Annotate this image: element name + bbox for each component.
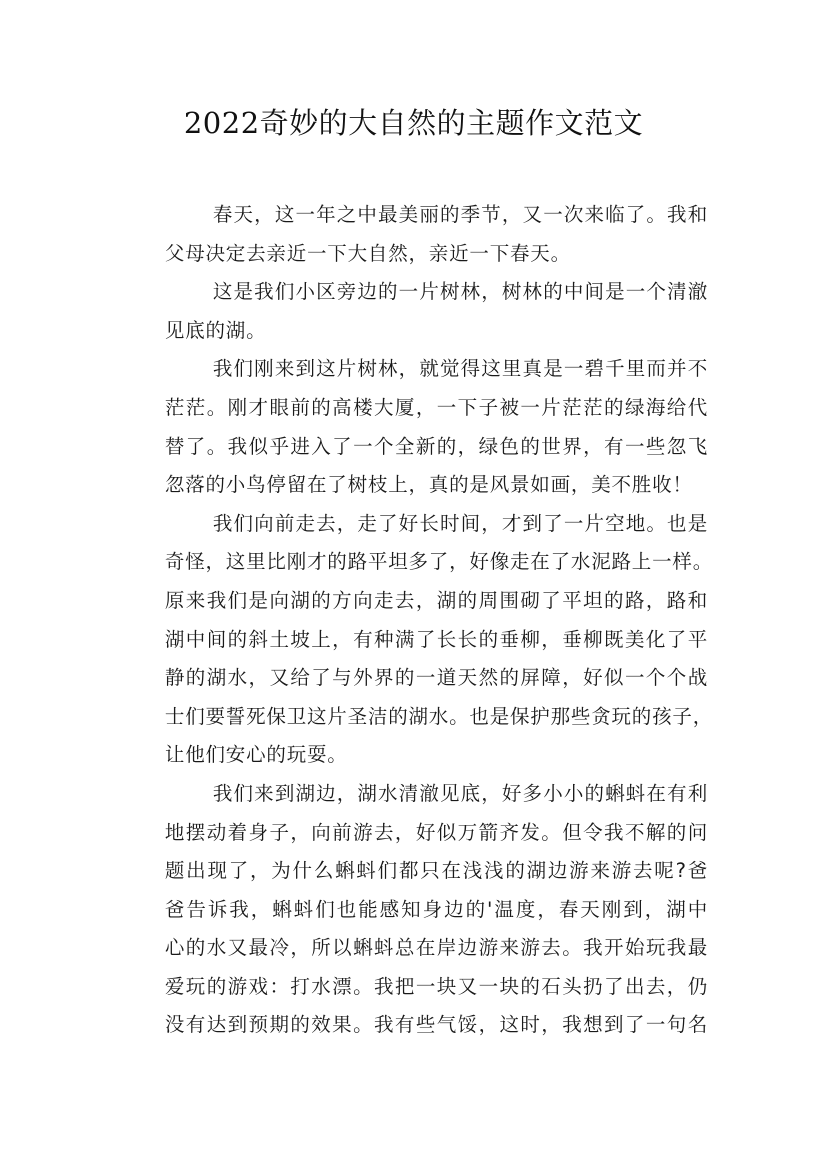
paragraph-5 <box>122 775 708 1045</box>
text-line: 见底的湖。 <box>164 318 267 342</box>
text-line: 让他们安心的玩耍。 <box>164 743 348 767</box>
text-line: 静的湖水，又给了与外界的一道天然的屏障，好似一个个战 <box>164 666 708 690</box>
document-title: 2022奇妙的大自然的主题作文范文 <box>183 106 644 140</box>
text-line: 茫茫。刚才眼前的高楼大厦，一下子被一片茫茫的绿海给代 <box>164 395 708 419</box>
text-line: 我们向前走去，走了好长时间，才到了一片空地。也是 <box>212 511 708 535</box>
text-line: 士们要誓死保卫这片圣洁的湖水。也是保护那些贪玩的孩子， <box>164 704 713 728</box>
text-line: 我们来到湖边，湖水清澈见底，好多小小的蝌蚪在有利 <box>212 781 708 805</box>
text-line: 没有达到预期的效果。我有些气馁，这时，我想到了一句名 <box>164 1013 708 1037</box>
text-line: 题出现了，为什么蝌蚪们都只在浅浅的湖边游来游去呢?爸 <box>164 859 708 883</box>
text-line: 心的水又最冷，所以蝌蚪总在岸边游来游去。我开始玩我最 <box>164 936 708 960</box>
text-line: 替了。我似乎进入了一个全新的，绿色的世界，有一些忽飞 <box>164 434 708 458</box>
text-line: 父母决定去亲近一下大自然，亲近一下春天。 <box>164 241 571 265</box>
text-line: 这是我们小区旁边的一片树林，树林的中间是一个清澈 <box>212 280 708 304</box>
paragraph-3 <box>122 350 708 504</box>
text-line: 爸告诉我，蝌蚪们也能感知身边的'温度，春天刚到，湖中 <box>164 897 708 921</box>
text-line: 爱玩的游戏：打水漂。我把一块又一块的石头扔了出去，仍 <box>164 974 708 998</box>
text-line: 我们刚来到这片树林，就觉得这里真是一碧千里而并不 <box>212 357 708 381</box>
paragraph-1 <box>122 196 708 273</box>
text-line: 忽落的小鸟停留在了树枝上，真的是风景如画，美不胜收！ <box>164 473 693 497</box>
paragraph-2 <box>122 273 708 350</box>
document-body <box>122 196 713 1045</box>
text-line: 地摆动着身子，向前游去，好似万箭齐发。但令我不解的问 <box>164 820 708 844</box>
paragraph-4 <box>122 505 713 775</box>
text-line: 湖中间的斜土坡上，有种满了长长的垂柳，垂柳既美化了平 <box>164 627 708 651</box>
text-line: 奇怪，这里比刚才的路平坦多了，好像走在了水泥路上一样。 <box>164 550 713 574</box>
text-line: 春天，这一年之中最美丽的季节，又一次来临了。我和 <box>212 203 708 226</box>
text-line: 原来我们是向湖的方向走去，湖的周围砌了平坦的路，路和 <box>164 588 708 612</box>
